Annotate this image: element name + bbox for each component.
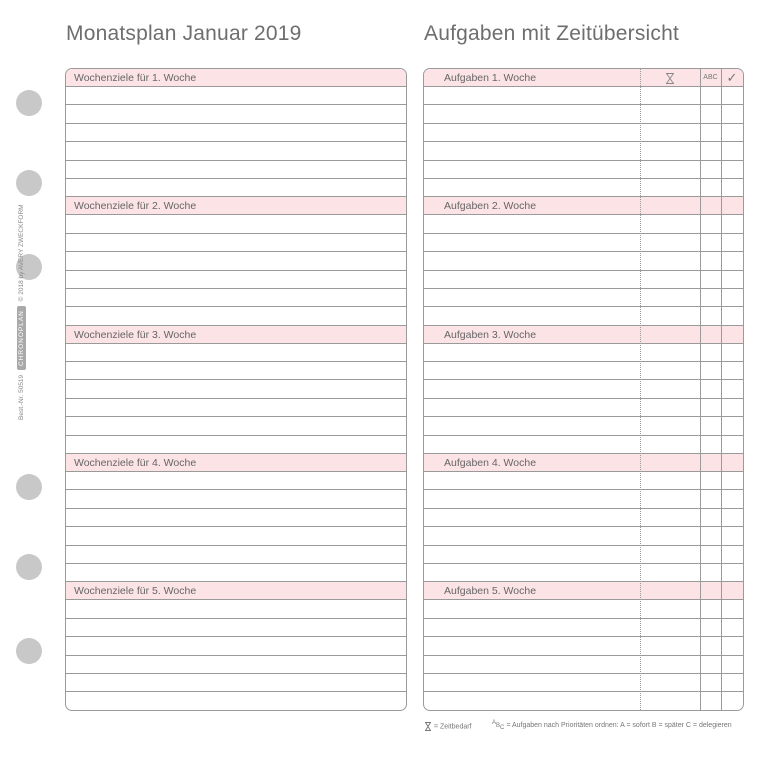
- abc-sub: C: [500, 725, 505, 731]
- task-row[interactable]: [424, 692, 743, 710]
- week-section-label: Wochenziele für 1. Woche: [74, 72, 197, 84]
- goal-line[interactable]: [66, 546, 406, 564]
- goal-line[interactable]: [66, 252, 406, 270]
- task-row[interactable]: [424, 362, 743, 380]
- week-section-header: [66, 69, 406, 87]
- goal-line[interactable]: [66, 436, 406, 454]
- week-section: [424, 197, 743, 325]
- goal-line[interactable]: [66, 417, 406, 435]
- task-row[interactable]: [424, 161, 743, 179]
- binder-hole: [16, 474, 42, 500]
- task-row[interactable]: [424, 142, 743, 160]
- task-row[interactable]: [424, 417, 743, 435]
- week-section-label: Aufgaben 1. Woche: [444, 72, 537, 84]
- hourglass-icon: [640, 69, 700, 87]
- weekly-goals-panel: [65, 68, 407, 711]
- goal-line[interactable]: [66, 124, 406, 142]
- goal-line[interactable]: [66, 490, 406, 508]
- goal-line[interactable]: [66, 472, 406, 490]
- column-divider: [700, 69, 701, 710]
- legend-priority-text: = Aufgaben nach Prioritäten ordnen: A = sofort B = später C = delegieren: [506, 722, 732, 729]
- binder-hole: [16, 90, 42, 116]
- task-row[interactable]: [424, 637, 743, 655]
- week-section-label: Aufgaben 5. Woche: [444, 585, 537, 598]
- goal-line[interactable]: [66, 564, 406, 582]
- task-row[interactable]: [424, 307, 743, 325]
- task-row[interactable]: [424, 380, 743, 398]
- goal-line[interactable]: [66, 307, 406, 325]
- hourglass-icon: [424, 722, 432, 731]
- goal-line[interactable]: [66, 142, 406, 160]
- task-row[interactable]: [424, 271, 743, 289]
- goal-line[interactable]: [66, 600, 406, 618]
- week-section-header: [66, 326, 406, 344]
- legend-time-text: = Zeitbedarf: [433, 723, 472, 731]
- week-section-label: Wochenziele für 4. Woche: [74, 457, 197, 470]
- goal-line[interactable]: [66, 509, 406, 527]
- binder-hole: [16, 638, 42, 664]
- task-row[interactable]: [424, 564, 743, 582]
- task-row[interactable]: [424, 527, 743, 545]
- week-section-label: Aufgaben 3. Woche: [444, 328, 537, 341]
- task-row[interactable]: [424, 509, 743, 527]
- week-section-header: [424, 582, 743, 600]
- week-section-label: Aufgaben 2. Woche: [444, 200, 537, 213]
- priority-abc-icon: ABC: [703, 74, 718, 81]
- week-section: [66, 454, 406, 582]
- goal-line[interactable]: [66, 105, 406, 123]
- task-row[interactable]: [424, 252, 743, 270]
- column-divider: [640, 69, 641, 710]
- week-section-label: Aufgaben 4. Woche: [444, 457, 537, 470]
- goal-line[interactable]: [66, 344, 406, 362]
- goal-line[interactable]: [66, 674, 406, 692]
- task-row[interactable]: [424, 546, 743, 564]
- week-section: [424, 69, 743, 197]
- goal-line[interactable]: [66, 179, 406, 197]
- goal-line[interactable]: [66, 289, 406, 307]
- week-section-header: [66, 582, 406, 600]
- task-row[interactable]: [424, 656, 743, 674]
- legend-time: [424, 722, 472, 731]
- goal-line[interactable]: [66, 527, 406, 545]
- goal-line[interactable]: [66, 161, 406, 179]
- side-imprint: [18, 204, 25, 420]
- goal-line[interactable]: [66, 637, 406, 655]
- order-number: Best.-Nr. 50519: [18, 374, 25, 420]
- week-section: [424, 582, 743, 710]
- task-row[interactable]: [424, 179, 743, 197]
- task-row[interactable]: [424, 490, 743, 508]
- week-section: [66, 326, 406, 454]
- goal-line[interactable]: [66, 215, 406, 233]
- task-row[interactable]: [424, 436, 743, 454]
- copyright-text: © 2018 by AVERY ZWECKFORM: [18, 204, 25, 302]
- task-row[interactable]: [424, 289, 743, 307]
- goal-line[interactable]: [66, 692, 406, 710]
- goal-line[interactable]: [66, 656, 406, 674]
- week-section-header: [66, 454, 406, 472]
- task-row[interactable]: [424, 619, 743, 637]
- week-section-header: [424, 197, 743, 215]
- task-row[interactable]: [424, 105, 743, 123]
- task-row[interactable]: [424, 87, 743, 105]
- goal-line[interactable]: [66, 234, 406, 252]
- week-section-header: [66, 197, 406, 215]
- task-row[interactable]: [424, 344, 743, 362]
- abc-sup: A: [492, 720, 497, 726]
- task-row[interactable]: [424, 215, 743, 233]
- checkmark-icon: ✓: [726, 70, 738, 85]
- column-divider: [721, 69, 722, 710]
- week-section-label: Wochenziele für 2. Woche: [74, 200, 197, 213]
- task-row[interactable]: [424, 124, 743, 142]
- week-section: [66, 69, 406, 197]
- goal-line[interactable]: [66, 399, 406, 417]
- task-row[interactable]: [424, 600, 743, 618]
- week-section: [66, 197, 406, 325]
- tasks-panel: [423, 68, 744, 711]
- week-section: [424, 454, 743, 582]
- week-section-header: [424, 326, 743, 344]
- week-section-header: [424, 454, 743, 472]
- week-section-label: Wochenziele für 5. Woche: [74, 585, 197, 598]
- brand-label: CHRONOPLAN: [17, 306, 26, 370]
- binder-hole: [16, 170, 42, 196]
- goal-line[interactable]: [66, 380, 406, 398]
- task-row[interactable]: [424, 472, 743, 490]
- goal-line[interactable]: [66, 271, 406, 289]
- week-section: [424, 326, 743, 454]
- right-page-title: Aufgaben mit Zeitübersicht: [424, 22, 679, 45]
- abc-mid: B: [496, 723, 501, 729]
- week-section-label: Wochenziele für 3. Woche: [74, 328, 197, 341]
- week-section: [66, 582, 406, 710]
- task-row[interactable]: [424, 399, 743, 417]
- task-row[interactable]: [424, 234, 743, 252]
- goal-line[interactable]: [66, 619, 406, 637]
- task-row[interactable]: [424, 674, 743, 692]
- left-page-title: Monatsplan Januar 2019: [66, 22, 302, 45]
- goal-line[interactable]: [66, 87, 406, 105]
- binder-hole: [16, 554, 42, 580]
- legend-priority: [492, 722, 732, 729]
- goal-line[interactable]: [66, 362, 406, 380]
